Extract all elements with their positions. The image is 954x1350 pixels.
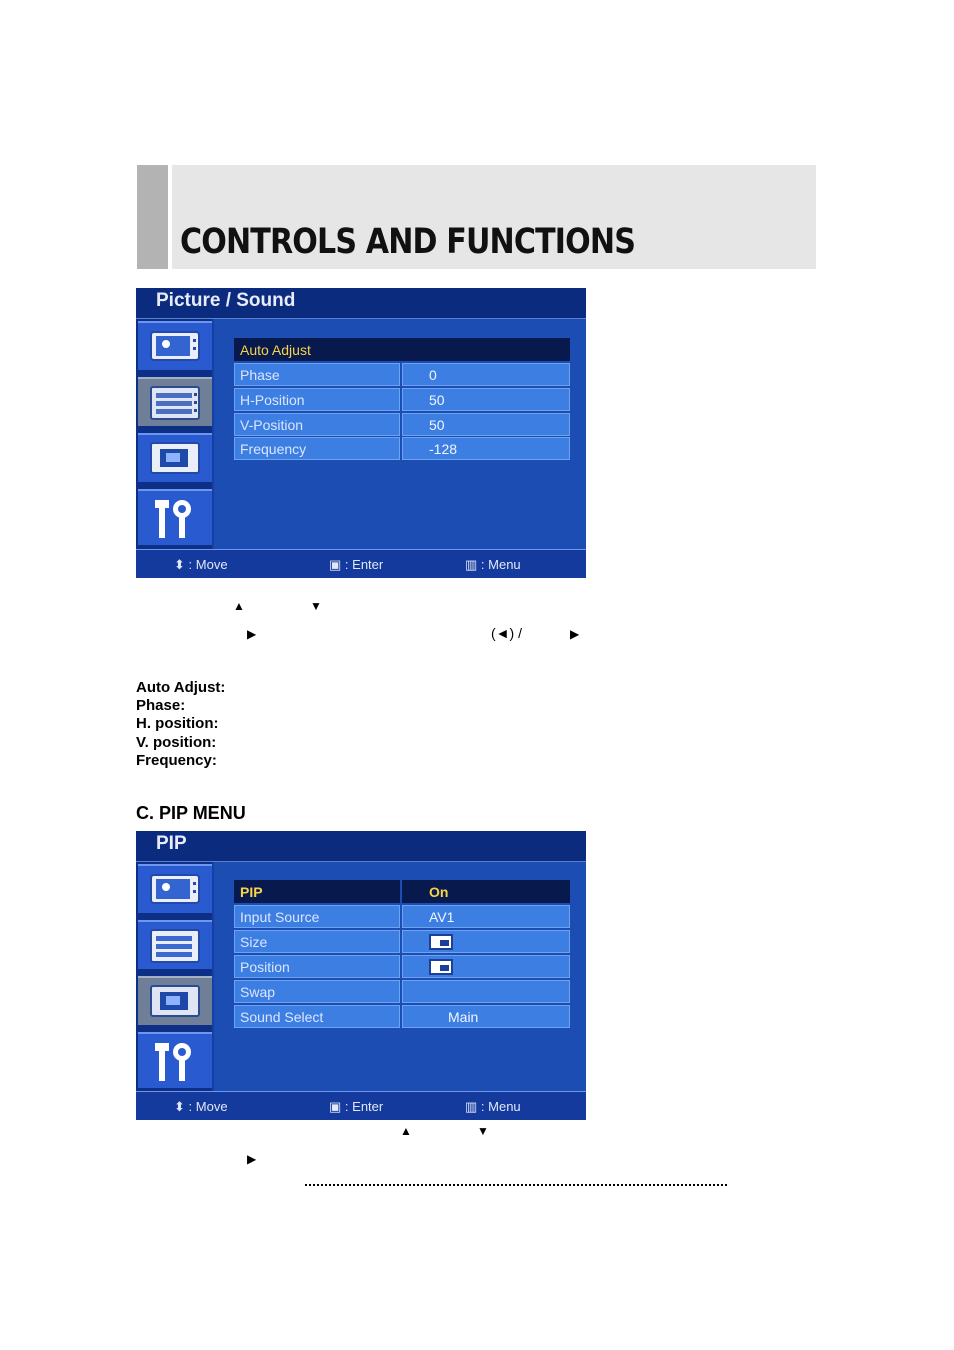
menu-icon: ▥ [465,1099,478,1114]
menu-hint [465,557,521,573]
label-auto-adjust: Auto Adjust: [136,679,226,696]
row-label: Input Source [234,905,400,928]
label-v-position: V. position: [136,734,217,751]
enter-hint [329,557,383,573]
osd-row-size[interactable] [234,930,570,953]
row-label: Position [234,955,400,978]
pip-tab[interactable] [138,976,212,1025]
enter-label: : Enter [344,557,384,572]
move-label: : Move [188,1099,228,1114]
osd-row-swap[interactable] [234,980,570,1003]
enter-icon: ▣ [329,1099,342,1114]
sound-icon [150,928,200,964]
row-label: H-Position [234,388,400,411]
menu-hint [465,1099,521,1115]
osd-title-bar [136,288,586,319]
setup-tools-icon [150,1040,200,1084]
row-value: 50 [402,413,570,436]
enter-icon: ▣ [329,557,342,572]
row-label: PIP [234,880,400,903]
up-down-icon: ⬍ [174,1099,185,1114]
picture-icon [150,329,200,363]
right-triangle-icon: ▶ [570,627,580,641]
osd-pip-menu [136,831,586,1120]
sound-tab[interactable] [138,920,212,969]
menu-label: : Menu [480,1099,521,1114]
osd-title-bar [136,831,586,862]
page-title: CONTROLS AND FUNCTIONS [180,222,636,262]
label-frequency: Frequency: [136,752,217,769]
row-label: Frequency [234,437,400,460]
row-label: Swap [234,980,400,1003]
row-label: Size [234,930,400,953]
enter-label: : Enter [344,1099,384,1114]
picture-icon [150,872,200,906]
pip-window-icon [429,934,453,950]
osd-row-frequency[interactable] [234,437,570,460]
osd-row-v-position[interactable] [234,413,570,436]
pip-tab[interactable] [138,433,212,482]
row-value [402,980,570,1003]
right-triangle-icon: ▶ [247,1152,257,1166]
row-value: 0 [402,363,570,386]
row-value [402,955,570,978]
label-h-position: H. position: [136,715,219,732]
row-value: AV1 [402,905,570,928]
row-value: -128 [402,437,570,460]
dotted-leader-line [305,1184,727,1186]
pip-icon [150,984,200,1018]
pip-icon [150,441,200,475]
sound-icon [150,385,200,421]
move-hint [174,1099,228,1115]
osd-row-phase[interactable] [234,363,570,386]
sound-tab[interactable] [138,377,212,426]
up-triangle-icon: ▲ [233,599,245,613]
row-value [402,930,570,953]
row-value: 50 [402,388,570,411]
row-label: V-Position [234,413,400,436]
osd-row-highlight[interactable] [234,338,570,361]
osd-picture-sound-menu [136,288,586,578]
osd-row-sound-select[interactable] [234,1005,570,1028]
row-label: Phase [234,363,400,386]
left-arrow-hint: (◄) / [491,625,522,641]
down-triangle-icon: ▼ [310,599,322,613]
picture-tab[interactable] [138,864,212,913]
osd-row-input-source[interactable] [234,905,570,928]
section-title: C. PIP MENU [136,803,246,823]
header-accent-bar [137,165,168,269]
move-label: : Move [188,557,228,572]
enter-hint [329,1099,383,1115]
row-value: On [402,880,570,903]
osd-sidebar [136,319,212,549]
osd-row-h-position[interactable] [234,388,570,411]
label-phase: Phase: [136,697,186,714]
right-triangle-icon: ▶ [247,627,257,641]
osd-title: Picture / Sound [156,290,296,311]
pip-window-icon [429,959,453,975]
osd-sidebar [136,862,212,1092]
osd-footer [136,1091,586,1120]
picture-tab[interactable] [138,321,212,370]
setup-tab[interactable] [138,1032,212,1088]
osd-footer [136,549,586,578]
row-value: Main [402,1005,570,1028]
setup-tools-icon [150,497,200,541]
up-down-icon: ⬍ [174,557,185,572]
osd-row-position[interactable] [234,955,570,978]
menu-label: : Menu [480,557,521,572]
osd-row-pip[interactable] [234,880,570,903]
up-triangle-icon: ▲ [400,1124,412,1138]
setup-tab[interactable] [138,489,212,545]
down-triangle-icon: ▼ [477,1124,489,1138]
row-label: Sound Select [234,1005,400,1028]
osd-title: PIP [156,833,187,854]
move-hint [174,557,228,573]
menu-icon: ▥ [465,557,478,572]
auto-adjust-item: Auto Adjust [234,338,570,361]
